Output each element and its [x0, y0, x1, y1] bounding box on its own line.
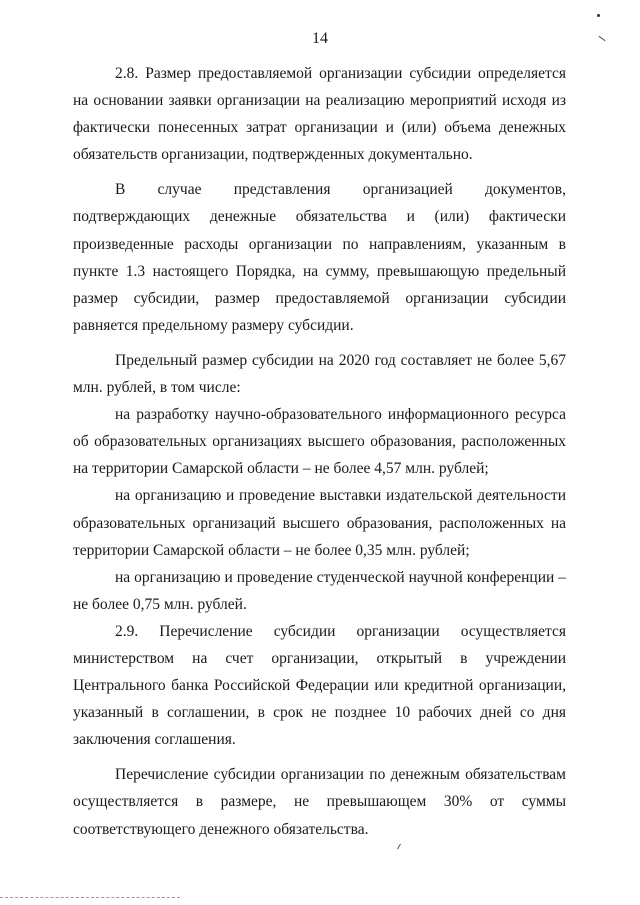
paragraph-transfer-limit: Перечисление субсидии организации по денежным обязательствам осуществляется в размере, не превышающем 30% от суммы соответствующего денежного обязательства. — [73, 766, 566, 838]
scan-edge — [0, 897, 180, 899]
paragraph-limit-2020: Предельный размер субсидии на 2020 год составляет не более 5,67 млн. рублей, в том числе: — [73, 351, 566, 397]
paragraph-2-9: 2.9. Перечисление субсидии организации осуществляется министерством на счет организации, открытый в учреждении Центрального банка Российской Федерации или кредитной организации, указанный в соглашении, в срок не позднее 10 рабочих дней со дня заключения соглашения. — [73, 622, 566, 749]
paragraph-excess-case: В случае представления организацией документов, подтверждающих денежные обязательства и (или) фактически произведенные расходы организации по направлениям, указанным в пункте 1.3 настоящего Порядка, на сумму, превышающую предельный размер субсидии, размер предоставляемой организации субсидии равняется предельному размеру субсидии. — [73, 181, 566, 334]
page-number: 14 — [312, 30, 328, 47]
paragraph-resource-item: на разработку научно-образовательного информационного ресурса об образовательных организациях высшего образования, расположенных на территории Самарской области – не более 4,57 млн. рублей; — [73, 406, 566, 478]
paragraph-exhibition-item: на организацию и проведение выставки издательской деятельности образовательных организаций высшего образования, расположенных на территории Самарской области – не более 0,35 млн. рублей; — [73, 487, 566, 559]
scan-speck — [597, 14, 600, 17]
paragraph-2-8: 2.8. Размер предоставляемой организации субсидии определяется на основании заявки организации на реализацию мероприятий исходя из фактически понесенных затрат организации и (или) объема денежных обязательств организации, подтвержденных документально. — [73, 65, 566, 164]
document-body — [73, 60, 566, 843]
paragraph-conference-item: на организацию и проведение студенческой научной конференции – не более 0,75 млн. рублей. — [73, 568, 566, 613]
scan-mark — [397, 844, 401, 850]
